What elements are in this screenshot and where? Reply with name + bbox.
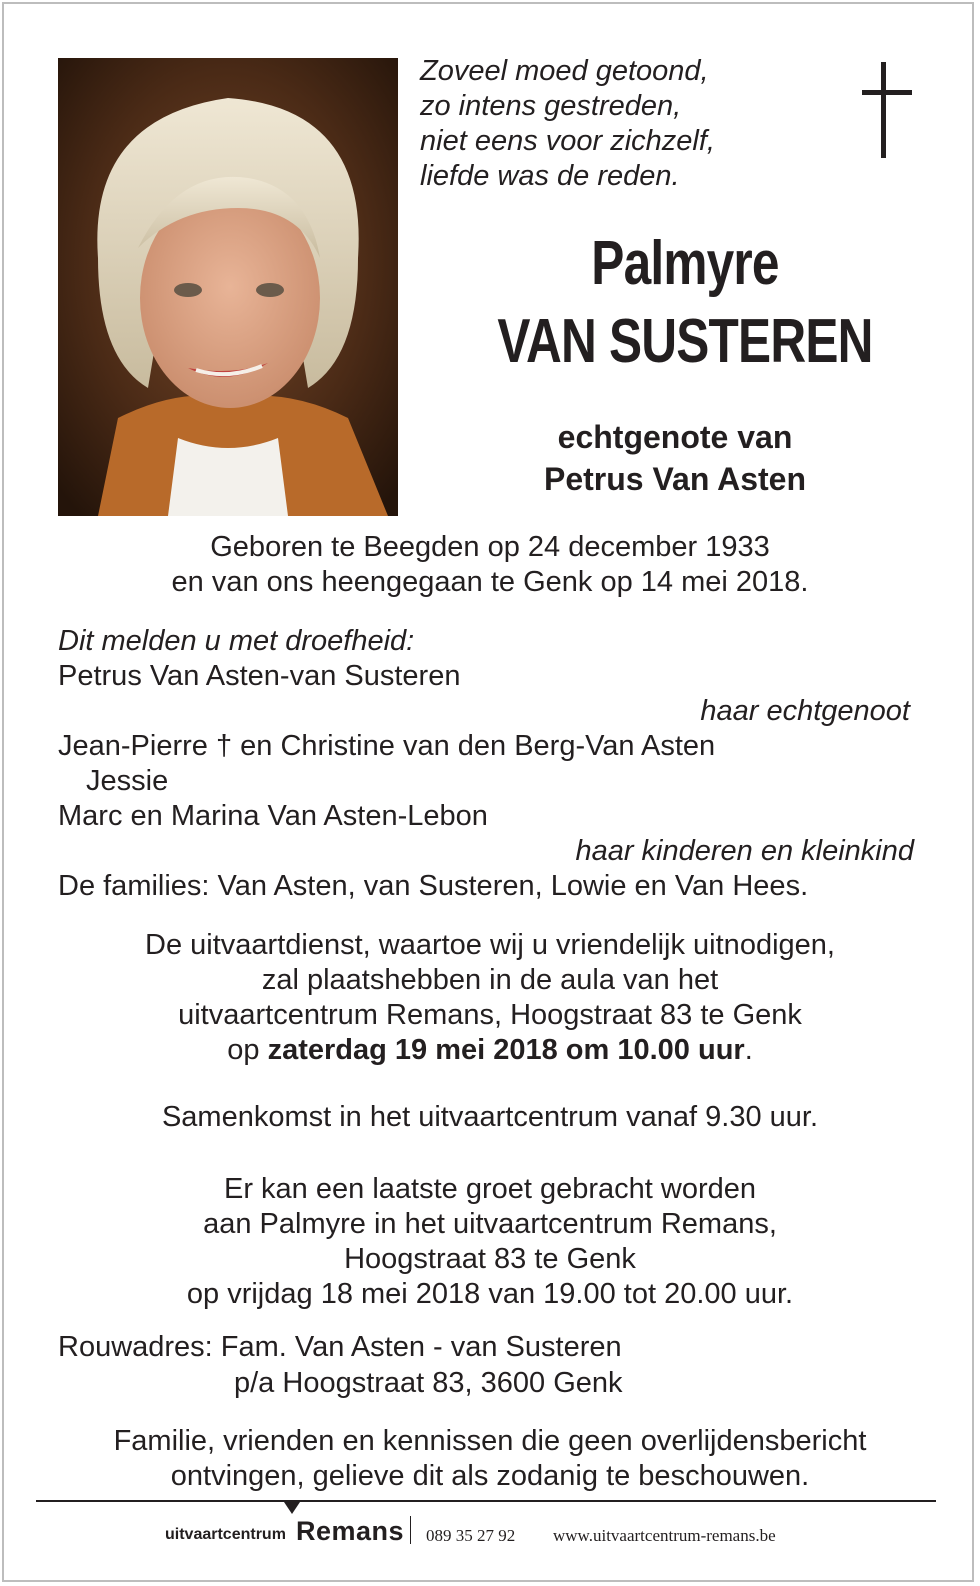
farewell-line: aan Palmyre in het uitvaartcentrum Remans, (203, 1208, 777, 1240)
service-block (40, 928, 940, 1068)
footer-website[interactable]: www.uitvaartcentrum-remans.be (553, 1526, 776, 1545)
farewell-line: op vrijdag 18 mei 2018 van 19.00 tot 20.00 uur. (186, 1278, 794, 1310)
service-date: zaterdag 19 mei 2018 om 10.00 uur (267, 1034, 745, 1066)
dates-block (40, 530, 940, 600)
farewell-line: Er kan een laatste groet gebracht worden (224, 1173, 756, 1205)
poem-line: zo intens gestreden, (420, 90, 682, 122)
footer-divider (36, 1500, 936, 1502)
service-date-prefix: op (227, 1034, 260, 1066)
announcer-grandchild: Jessie (86, 765, 169, 797)
notice-block (40, 1424, 940, 1494)
service-line: zal plaatshebben in de aula van het (261, 964, 719, 996)
mourning-address-1: Rouwadres: Fam. Van Asten - van Susteren (58, 1331, 622, 1363)
footer-phone: 089 35 27 92 (426, 1526, 516, 1545)
spouse-role: haar echtgenoot (700, 695, 910, 727)
service-date-line (40, 1033, 940, 1068)
farewell-block (40, 1172, 940, 1312)
poem-line: Zoveel moed getoond, (420, 55, 709, 87)
farewell-line: Hoogstraat 83 te Genk (344, 1243, 636, 1275)
announcer-children-2: Marc en Marina Van Asten-Lebon (58, 800, 488, 832)
poem-line: niet eens voor zichzelf, (420, 125, 715, 157)
poem-line: liefde was de reden. (420, 160, 680, 192)
announcer-spouse: Petrus Van Asten-van Susteren (58, 660, 461, 692)
service-line: uitvaartcentrum Remans, Hoogstraat 83 te Genk (178, 999, 802, 1031)
triangle-mark-icon (284, 1502, 300, 1514)
notice-line: ontvingen, gelieve dit als zodanig te beschouwen. (170, 1460, 810, 1492)
service-date-suffix: . (744, 1034, 753, 1066)
footer (0, 1512, 980, 1552)
footer-separator (410, 1516, 411, 1544)
death-line: en van ons heengegaan te Genk op 14 mei 2018. (171, 566, 809, 598)
latin-cross-icon (862, 62, 912, 163)
mourning-address-2: p/a Hoogstraat 83, 3600 Genk (234, 1367, 623, 1399)
birth-line: Geboren te Beegden op 24 december 1933 (210, 531, 770, 563)
spouse-name: Petrus Van Asten (543, 461, 806, 497)
footer-brand-small: uitvaartcentrum (165, 1526, 286, 1543)
relation-label: echtgenote van (557, 419, 793, 455)
notice-line: Familie, vrienden en kennissen die geen overlijdensbericht (113, 1425, 867, 1457)
announcers-intro: Dit melden u met droefheid: (58, 625, 415, 657)
gathering-line: Samenkomst in het uitvaartcentrum vanaf 9.30 uur. (161, 1101, 819, 1133)
families-line: De families: Van Asten, van Susteren, Lowie en Van Hees. (58, 870, 809, 902)
footer-brand-big: Remans (296, 1516, 405, 1546)
service-line: De uitvaartdienst, waartoe wij u vriendelijk uitnodigen, (145, 929, 835, 961)
spouse-block (420, 416, 930, 500)
last-name: VAN SUSTEREN (497, 307, 873, 376)
announcer-children-1: Jean-Pierre † en Christine van den Berg-Van Asten (58, 730, 716, 762)
first-name: Palmyre (591, 229, 779, 298)
portrait-photo (58, 58, 398, 516)
children-role: haar kinderen en kleinkind (575, 835, 914, 867)
poem (420, 54, 715, 194)
